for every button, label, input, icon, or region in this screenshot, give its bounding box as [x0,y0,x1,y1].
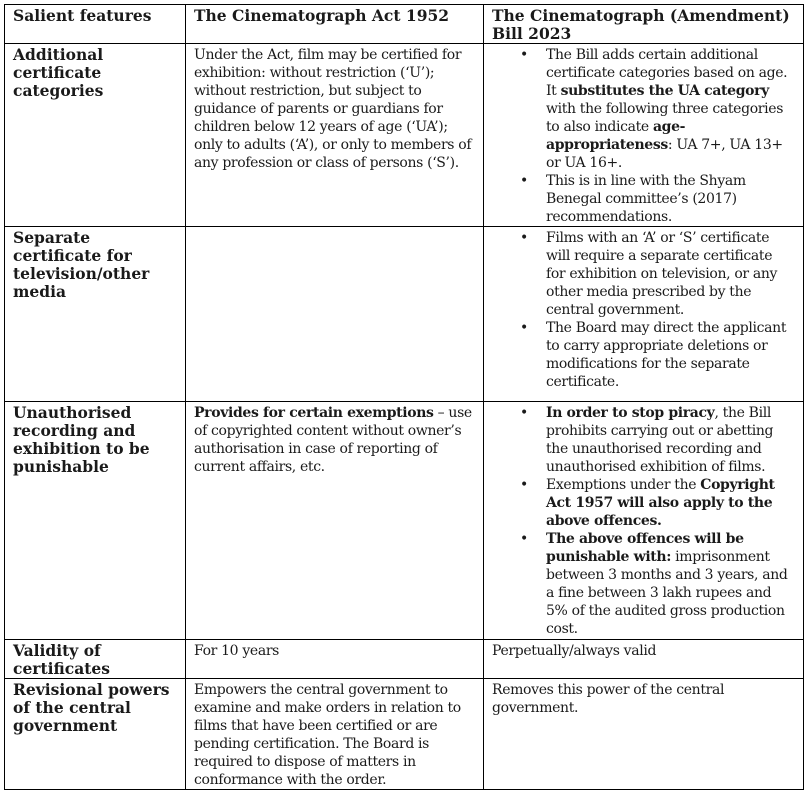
feature-cell: Separate certificate for television/other media [5,227,186,402]
bullet-item: • Exemptions under the Copyright Act 1957 will also apply to the above offences. [546,476,795,530]
bullet-item: • This is in line with the Shyam Benegal committee’s (2017) recommendations. [546,172,795,226]
bullet-item: • Films with an ‘A’ or ‘S’ certificate will require a separate certificate for exhibition on television, or any other media prescribed by the central government. [546,229,795,319]
table-row [5,679,804,790]
bullet-list [492,229,795,391]
feature-cell: Revisional powers of the central government [5,679,186,790]
table-row [5,227,804,402]
bullet-item: • The Board may direct the applicant to carry appropriate deletions or modifications for the separate certificate. [546,319,795,391]
table-row [5,402,804,640]
table-row [5,640,804,679]
header-salient-features: Salient features [5,5,186,44]
bill-2023-cell [484,227,804,402]
feature-cell: Unauthorised recording and exhibition to be punishable [5,402,186,640]
feature-cell: Validity of certificates [5,640,186,679]
table-header-row [5,5,804,44]
bullet-item: • The above offences will be punishable with: imprisonment between 3 months and 3 years, and a fine between 3 lakh rupees and 5% of the audited gross production cost. [546,530,795,638]
header-bill-2023: The Cinematograph (Amendment) Bill 2023 [484,5,804,44]
bill-2023-cell [484,44,804,227]
act-1952-cell: Empowers the central government to examine and make orders in relation to films that have been certified or are pending certification. The Board is required to dispose of matters in conformance with the order. [186,679,484,790]
bullet-item: • In order to stop piracy, the Bill prohibits carrying out or abetting the unauthorised recording and unauthorised exhibition of films. [546,404,795,476]
act-1952-cell: For 10 years [186,640,484,679]
bullet-item: • The Bill adds certain additional certificate categories based on age. It substitutes the UA category with the following three categories to also indicate age-appropriateness: UA 7+, UA 13+ or UA 16+. [546,46,795,172]
table-row [5,44,804,227]
act-1952-cell: Under the Act, film may be certified for exhibition: without restriction (‘U’); without restriction, but subject to guidance of parents or guardians for children below 12 years of age (‘UA’); only to adults (‘A’), or only to members of any profession or class of persons (‘S’). [186,44,484,227]
bullet-list [492,46,795,226]
bill-2023-cell: Perpetually/always valid [484,640,804,679]
act-1952-cell: Provides for certain exemptions – use of copyrighted content without owner’s authorisation in case of reporting of current affairs, etc. [186,402,484,640]
bill-2023-cell: Removes this power of the central government. [484,679,804,790]
feature-cell: Additional certificate categories [5,44,186,227]
bullet-list [492,404,795,638]
bill-2023-cell [484,402,804,640]
comparison-table [4,4,804,790]
header-act-1952: The Cinematograph Act 1952 [186,5,484,44]
act-1952-cell [186,227,484,402]
